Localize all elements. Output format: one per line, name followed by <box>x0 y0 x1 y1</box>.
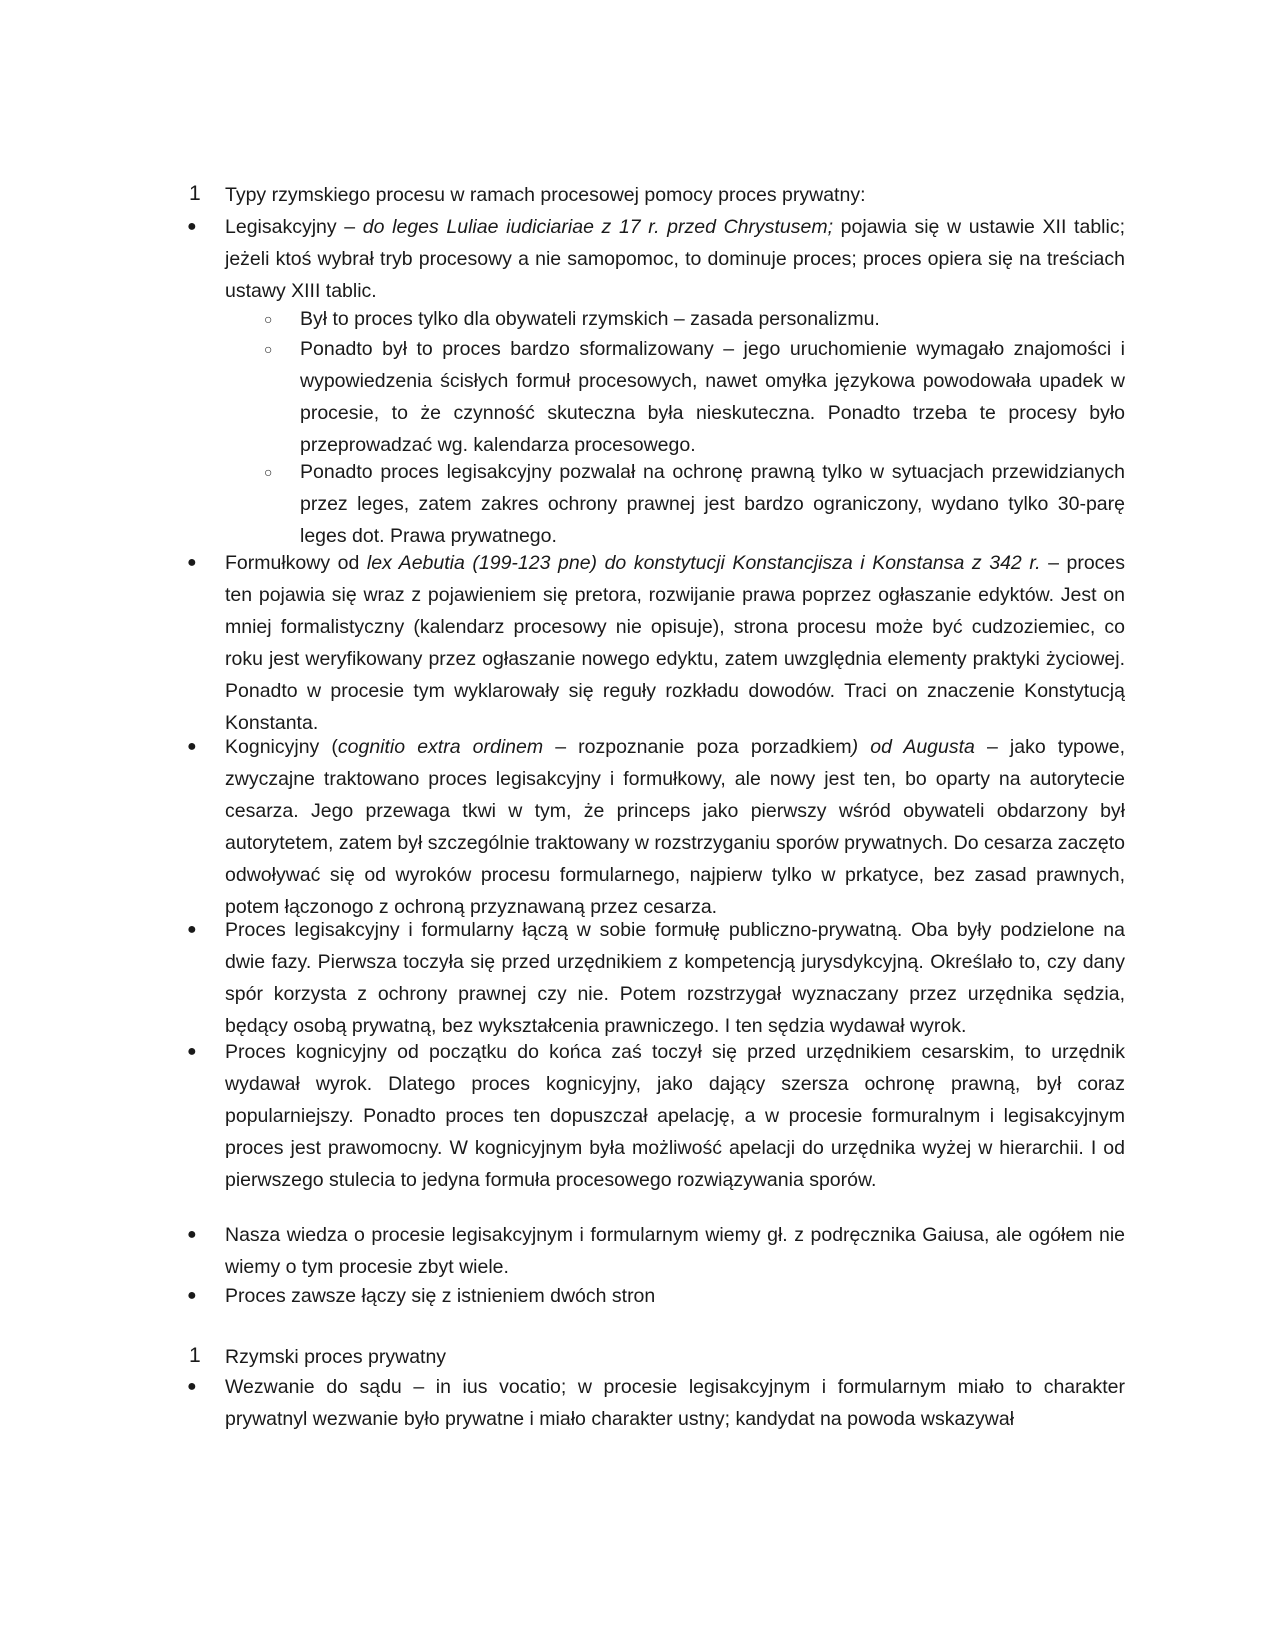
subitem-formalizm: Ponadto był to proces bardzo sformalizowany – jego uruchomienie wymagało znajomości i wypowiedzenia ścisłych formuł procesowych, nawet omyłka językowa powodowała upadek w procesie, to że czynność skuteczna była nieskuteczna. Ponadto trzeba te procesy było przeprowadzać wg. kalendarza procesowego. <box>300 338 1125 456</box>
list-item-apelacja: Proces kognicyjny od początku do końca zaś toczył się przed urzędnikiem cesarskim, to urzędnik wydawał wyrok. Dlatego proces kognicyjny, jako dający szersza ochronę prawną, był coraz popularniejszy. Ponadto proces ten dopuszczał apelację, a w procesie formuralnym i legisakcyjnym proces jest prawomocny. W kognicyjnym była możliwość apelacji do urzędnika wyżej w hierarchii. I od pierwszego stulecia to jedyna formuła procesowego rozwiązywania sporów. <box>225 1041 1125 1191</box>
bullet-icon: ● <box>187 738 197 755</box>
section-heading: Typy rzymskiego procesu w ramach procesowej pomocy proces prywatny: <box>225 184 866 206</box>
bullet-icon: ● <box>187 1043 197 1060</box>
list-item-gaius: Nasza wiedza o procesie legisakcyjnym i formularnym wiemy gł. z podręcznika Gaiusa, ale ogółem nie wiemy o tym procesie zbyt wiele. <box>225 1224 1125 1278</box>
term-label: Legisakcyjny – <box>225 216 363 238</box>
list-item-wezwanie: Wezwanie do sądu – in ius vocatio; w procesie legisakcyjnym i formularnym miało to charakter prywatnyl wezwanie było prywatne i miało charakter ustny; kandydat na powoda wskazywał <box>225 1376 1125 1430</box>
bullet-icon: ● <box>187 921 197 938</box>
circle-bullet-icon: ○ <box>264 341 273 357</box>
term-gloss: – rozpoznanie poza porzadkiem <box>543 736 852 758</box>
circle-bullet-icon: ○ <box>264 311 273 327</box>
circle-bullet-icon: ○ <box>264 464 273 480</box>
term-body: pojawia się w ustawie XII tablic; jeżeli ktoś wybrał tryb procesowy a nie samopomoc, to dominuje proces; proces opiera się na treściach ustawy XIII tablic. <box>225 216 1125 302</box>
bullet-icon: ● <box>187 554 197 571</box>
bullet-icon: ● <box>187 1287 197 1304</box>
bullet-icon: ● <box>187 1378 197 1395</box>
list-item-strony: Proces zawsze łączy się z istnieniem dwóch stron <box>225 1285 656 1307</box>
list-item-formulkowy <box>225 547 1125 739</box>
term-italic: lex Aebutia (199-123 pne) do konstytucji Konstancjisza i Konstansa z 342 r. <box>366 552 1041 574</box>
heading-number: 1 <box>189 182 201 205</box>
subitem-ochrona: Ponadto proces legisakcyjny pozwalał na ochronę prawną tylko w sytuacjach przewidzianych przez leges, zatem zakres ochrony prawnej jest bardzo ograniczony, wydano tylko 30-parę leges dot. Prawa prywatnego. <box>300 461 1125 547</box>
term-italic: cognitio extra ordinem <box>337 736 544 758</box>
term-body: – jako typowe, zwyczajne traktowano proces legisakcyjny i formułkowy, ale nowy jest ten, bo oparty na autorytecie cesarza. Jego przewaga tkwi w tym, że princeps jako pierwszy wśród obywateli obdarzony był autorytetem, zatem był szczególnie traktowany w rozstrzyganiu sporów prywatnych. Do cesarza zaczęto odwoływać się od wyroków procesu formularnego, najpierw tylko w prkatyce, bez zasad prawnych, potem łączonogo z ochroną przyznawaną przez cesarza. <box>225 736 1125 918</box>
list-item-kognicyjny <box>225 731 1125 923</box>
subitem-personalizm: Był to proces tylko dla obywateli rzymskich – zasada personalizmu. <box>300 308 880 330</box>
section-heading: Rzymski proces prywatny <box>225 1346 447 1368</box>
list-item-legisakcyjny <box>225 211 1125 307</box>
heading-number: 1 <box>189 1344 201 1367</box>
term-label: Formułkowy od <box>225 552 367 574</box>
term-label: Kognicyjny ( <box>225 736 338 758</box>
bullet-icon: ● <box>187 1226 197 1243</box>
list-item-fazy: Proces legisakcyjny i formularny łączą w sobie formułę publiczno-prywatną. Oba były podzielone na dwie fazy. Pierwsza toczyła się przed urzędnikiem z kompetencją jurysdykcyjną. Określało to, czy dany spór korzysta z ochrony prawnej czy nie. Potem rozstrzygał wyznaczany przez urzędnika sędzia, będący osobą prywatną, bez wykształcenia prawniczego. I ten sędzia wydawał wyrok. <box>225 919 1125 1037</box>
term-body: – proces ten pojawia się wraz z pojawieniem się pretora, rozwijanie prawa poprzez ogłaszanie edyktów. Jest on mniej formalistyczny (kalendarz procesowy nie opisuje), strona procesu może być cudzoziemiec, co roku jest weryfikowany przez ogłaszanie nowego edyktu, zatem uwzględnia elementy praktyki życiowej. Ponadto w procesie tym wyklarowały się reguły rozkładu dowodów. Traci on znaczenie Konstytucją Konstanta. <box>225 552 1126 734</box>
bullet-icon: ● <box>187 218 197 235</box>
term-italic: do leges Luliae iudiciariae z 17 r. przed Chrystusem; <box>362 216 834 238</box>
term-italic: ) od Augusta <box>851 736 975 758</box>
